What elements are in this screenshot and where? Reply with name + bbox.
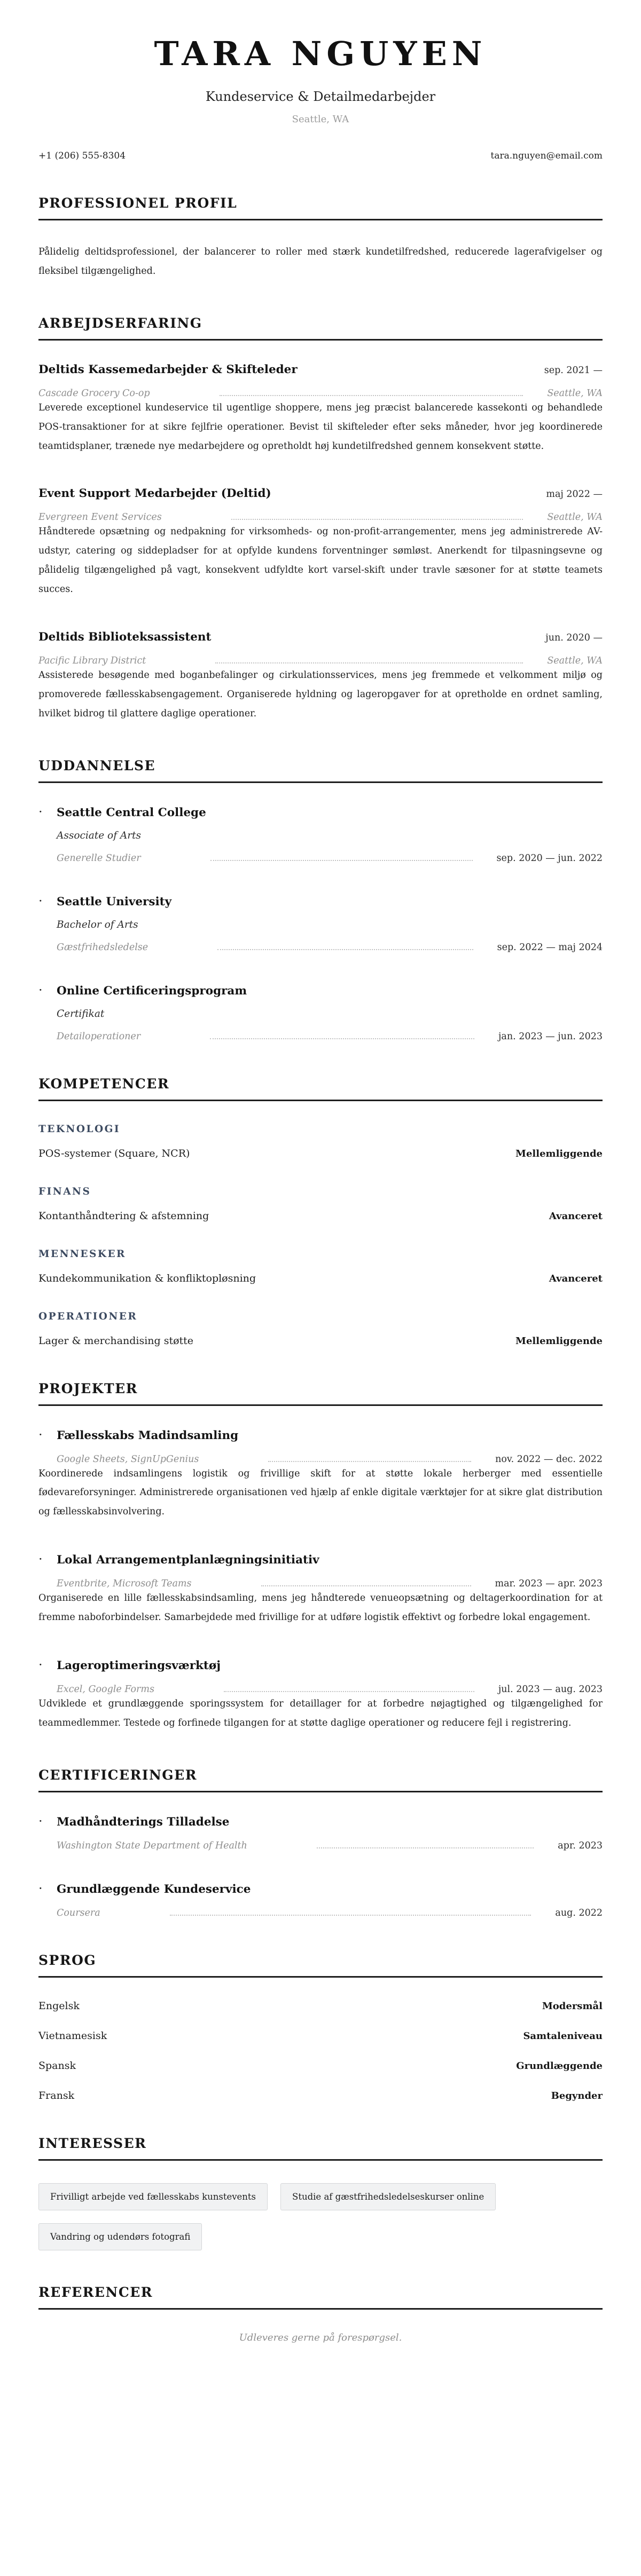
skill-category-label: OPERATIONER xyxy=(38,1310,138,1322)
phone-number: +1 (206) 555-8304 xyxy=(38,151,126,161)
language-level: Grundlæggende xyxy=(516,2060,603,2072)
certification-date: apr. 2023 xyxy=(558,1840,603,1851)
job-date: maj 2022 — xyxy=(546,489,603,500)
dotted-leader xyxy=(215,662,523,663)
dotted-leader xyxy=(317,1847,534,1848)
section-languages xyxy=(38,1953,603,2101)
job-company: Evergreen Event Services xyxy=(38,512,162,523)
skill-name: Kundekommunikation & konfliktopløsning xyxy=(38,1272,256,1284)
candidate-name: TARA NGUYEN xyxy=(154,34,487,73)
dotted-leader xyxy=(170,1915,531,1916)
dotted-leader xyxy=(268,1461,471,1462)
section-education xyxy=(38,758,603,1042)
job-date: sep. 2021 — xyxy=(544,365,603,376)
section-references xyxy=(38,2285,603,2343)
dotted-leader xyxy=(224,1691,474,1692)
project-entry xyxy=(38,1553,603,1627)
language-level: Begynder xyxy=(551,2090,603,2101)
certification-issuer: Coursera xyxy=(57,1907,100,1918)
job-entry xyxy=(38,630,603,724)
project-tools: Google Sheets, SignUpGenius xyxy=(57,1453,199,1465)
dotted-leader xyxy=(210,860,473,861)
interest-chip: Vandring og udendørs fotografi xyxy=(38,2223,202,2250)
email-address: tara.nguyen@email.com xyxy=(490,151,603,161)
school-name: Seattle University xyxy=(57,895,172,908)
job-description: Leverede exceptionel kundeservice til ugentlige shoppere, mens jeg præcist balancerede kassekonti og behandlede POS-transaktioner for at sikre fejlfrie operationer. Bevist til skifteleder efter seks måneder, hvor jeg koordinerede teamtidsplaner, trænede nye medarbejdere og opretholdt høj kundetilfredshed gennem konsekvent støtte. xyxy=(38,402,603,452)
dotted-leader xyxy=(231,519,523,520)
project-title: Lageroptimeringsværktøj xyxy=(57,1658,221,1672)
job-description: Assisterede besøgende med boganbefalinger og cirkulationsservices, mens jeg fremmede et velkomment miljø og promoverede fællesskabsengagement. Organiserede hyldning og lageropgaver for at opretholde en ordnet samling, hvilket bidrog til glattere daglige operationer. xyxy=(38,669,603,719)
certification-title: Grundlæggende Kundeservice xyxy=(57,1882,251,1896)
section-heading-references: REFERENCER xyxy=(38,2285,603,2310)
interest-chip: Frivilligt arbejde ved fællesskabs kunstevents xyxy=(38,2183,268,2210)
project-tools: Eventbrite, Microsoft Teams xyxy=(57,1578,192,1590)
project-description: Organiserede en lille fællesskabsindsamling, mens jeg håndterede venueopsætning og deltagerkoordination for at fremme naboforbindelser. Samarbejdede med frivillige for at udføre logistik effektivt og forbedre lokal engagement. xyxy=(38,1593,603,1623)
certification-entry xyxy=(38,1882,603,1918)
job-title: Event Support Medarbejder (Deltid) xyxy=(38,487,271,501)
school-name: Online Certificeringsprogram xyxy=(57,984,247,998)
section-heading-experience: ARBEJDSERFARING xyxy=(38,315,603,341)
skill-name: Kontanthåndtering & afstemning xyxy=(38,1210,209,1222)
job-description: Håndterede opsætning og nedpakning for virksomheds- og non-profit-arrangementer, mens jeg administrerede AV-udstyr, catering og siddepladser for at opfylde kundens forventninger sømløst. Anerkendt for tilpasningsevne og pålidelig tilgængelighed på vagt, konsekvent udfyldte kort varsel-skift under travle sæsoner for at støtte teamets succes. xyxy=(38,526,603,595)
interest-chips xyxy=(38,2183,603,2250)
bullet-icon: · xyxy=(38,982,43,998)
skill-level: Avanceret xyxy=(549,1210,603,1222)
project-entry xyxy=(38,1658,603,1733)
project-tools: Excel, Google Forms xyxy=(57,1684,154,1695)
project-description: Koordinerede indsamlingens logistik og frivillige skift for at støtte lokale herberger med essentielle fødevareforsyninger. Administrerede organisationen ved hjælp af enkle digitale værktøjer for at sikre glat distribution og fællesskabsinvolvering. xyxy=(38,1468,603,1518)
skill-row xyxy=(38,1148,603,1159)
skill-level: Avanceret xyxy=(549,1273,603,1284)
job-date: jun. 2020 — xyxy=(545,632,603,643)
job-entry xyxy=(38,363,603,456)
section-heading-certifications: CERTIFICERINGER xyxy=(38,1767,603,1792)
dotted-leader xyxy=(217,949,473,950)
language-name: Fransk xyxy=(38,2089,75,2101)
job-entry xyxy=(38,487,603,599)
bullet-icon: · xyxy=(38,804,43,819)
project-title: Fællesskabs Madindsamling xyxy=(57,1428,239,1442)
skill-row xyxy=(38,1273,603,1284)
skill-name: POS-systemer (Square, NCR) xyxy=(38,1147,190,1159)
profile-summary: Pålidelig deltidsprofessionel, der balancerer to roller med stærk kundetilfredshed, reducerede lagerafvigelser og fleksibel tilgængelighed. xyxy=(38,247,603,276)
skill-row xyxy=(38,1210,603,1222)
skill-level: Mellemliggende xyxy=(515,1335,603,1347)
skill-name: Lager & merchandising støtte xyxy=(38,1334,194,1347)
bullet-icon: · xyxy=(38,1657,43,1672)
project-title: Lokal Arrangementplanlægningsinitiativ xyxy=(57,1553,319,1567)
section-heading-languages: SPROG xyxy=(38,1953,603,1978)
job-location: Seattle, WA xyxy=(547,655,603,666)
degree: Associate of Arts xyxy=(57,829,142,841)
job-company: Cascade Grocery Co-op xyxy=(38,388,150,399)
interest-chip: Studie af gæstfrihedsledelseskurser online xyxy=(280,2183,496,2210)
section-heading-interests: INTERESSER xyxy=(38,2136,603,2161)
references-note: Udleveres gerne på forespørgsel. xyxy=(239,2332,402,2343)
contact-row xyxy=(38,151,603,161)
certification-title: Madhåndterings Tilladelse xyxy=(57,1815,230,1829)
section-projects xyxy=(38,1381,603,1733)
language-name: Engelsk xyxy=(38,2000,80,2012)
project-dates: jul. 2023 — aug. 2023 xyxy=(498,1684,603,1695)
field-of-study: Gæstfrihedsledelse xyxy=(57,942,148,953)
section-interests xyxy=(38,2136,603,2250)
skill-category-label: MENNESKER xyxy=(38,1248,126,1260)
skill-level: Mellemliggende xyxy=(515,1148,603,1159)
degree: Bachelor of Arts xyxy=(57,919,138,930)
language-level: Samtaleniveau xyxy=(523,2030,603,2042)
skill-row xyxy=(38,1335,603,1347)
section-skills xyxy=(38,1076,603,1347)
job-location: Seattle, WA xyxy=(547,388,603,399)
education-dates: jan. 2023 — jun. 2023 xyxy=(498,1031,603,1042)
bullet-icon: · xyxy=(38,1880,43,1896)
dotted-leader xyxy=(220,395,523,396)
degree: Certifikat xyxy=(57,1008,105,1020)
skill-category-label: TEKNOLOGI xyxy=(38,1123,121,1135)
section-heading-education: UDDANNELSE xyxy=(38,758,603,783)
project-dates: mar. 2023 — apr. 2023 xyxy=(495,1578,603,1590)
section-heading-skills: KOMPETENCER xyxy=(38,1076,603,1101)
dotted-leader xyxy=(261,1585,471,1586)
job-location: Seattle, WA xyxy=(547,512,603,523)
education-dates: sep. 2020 — jun. 2022 xyxy=(496,852,603,864)
bullet-icon: · xyxy=(38,1427,43,1442)
job-title: Deltids Biblioteksassistent xyxy=(38,630,212,644)
education-dates: sep. 2022 — maj 2024 xyxy=(497,942,603,953)
certification-entry xyxy=(38,1815,603,1851)
candidate-location: Seattle, WA xyxy=(292,114,349,125)
education-entry xyxy=(38,984,603,1042)
job-company: Pacific Library District xyxy=(38,655,146,666)
bullet-icon: · xyxy=(38,1552,43,1567)
language-name: Spansk xyxy=(38,2059,76,2072)
field-of-study: Detailoperationer xyxy=(57,1031,141,1042)
education-entry xyxy=(38,895,603,953)
project-entry xyxy=(38,1428,603,1522)
language-row xyxy=(38,2030,603,2042)
project-description: Udviklede et grundlæggende sporingssystem for detaillager for at forbedre nøjagtighed og tilgængelighed for teammedlemmer. Testede og forfinede tilgangen for at støtte daglige operationer og reducere fejl i registrering. xyxy=(38,1698,603,1728)
education-entry xyxy=(38,805,603,864)
language-row xyxy=(38,2060,603,2072)
language-row xyxy=(38,2090,603,2101)
bullet-icon: · xyxy=(38,893,43,908)
job-title: Deltids Kassemedarbejder & Skifteleder xyxy=(38,362,298,376)
section-heading-projects: PROJEKTER xyxy=(38,1381,603,1406)
section-profile xyxy=(38,195,603,281)
section-certifications xyxy=(38,1767,603,1918)
school-name: Seattle Central College xyxy=(57,805,206,819)
language-level: Modersmål xyxy=(542,2000,603,2012)
section-heading-profile: PROFESSIONEL PROFIL xyxy=(38,195,603,220)
project-dates: nov. 2022 — dec. 2022 xyxy=(495,1453,603,1465)
bullet-icon: · xyxy=(38,1813,43,1829)
section-experience xyxy=(38,315,603,724)
field-of-study: Generelle Studier xyxy=(57,852,141,864)
certification-issuer: Washington State Department of Health xyxy=(57,1840,247,1851)
dotted-leader xyxy=(210,1038,474,1039)
language-name: Vietnamesisk xyxy=(38,2029,107,2042)
language-row xyxy=(38,2000,603,2012)
certification-date: aug. 2022 xyxy=(555,1907,603,1918)
resume-header xyxy=(38,34,603,161)
candidate-title: Kundeservice & Detailmedarbejder xyxy=(205,89,436,104)
skill-category-label: FINANS xyxy=(38,1186,91,1197)
